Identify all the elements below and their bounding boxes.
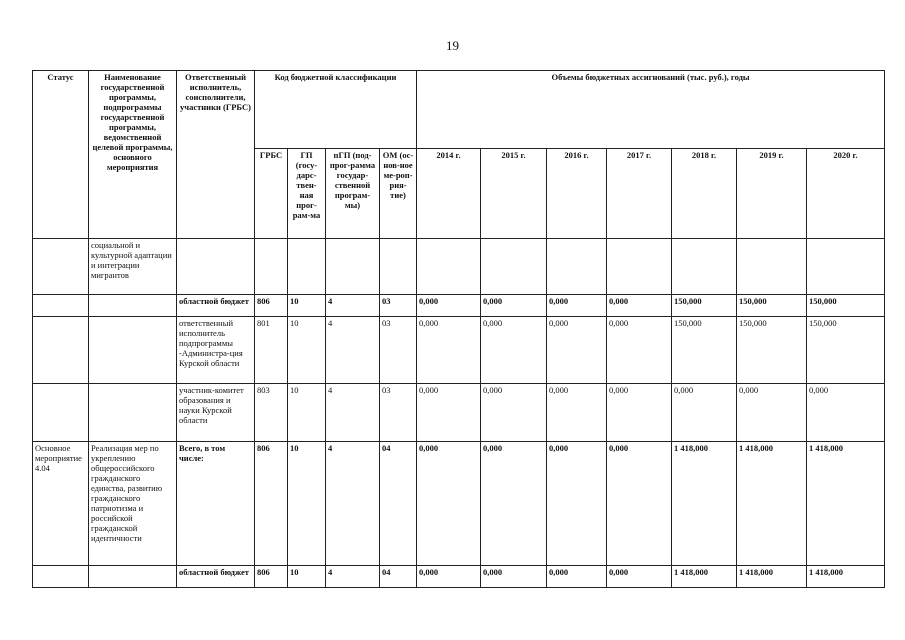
cell-value: 0,000 xyxy=(672,384,737,442)
cell-value: 150,000 xyxy=(672,295,737,317)
cell-name xyxy=(89,317,177,384)
header-year: 2014 г. xyxy=(417,149,481,239)
page-number: 19 xyxy=(446,38,459,53)
cell-gp xyxy=(288,239,326,295)
header-budget-code: Код бюджетной классификации xyxy=(255,71,417,149)
header-gp: ГП (госу-дарс-твен-ная прог-рам-ма xyxy=(288,149,326,239)
cell-om: 03 xyxy=(380,384,417,442)
cell-value: 1 418,000 xyxy=(737,442,807,566)
cell-value xyxy=(607,239,672,295)
cell-value: 1 418,000 xyxy=(807,566,885,588)
header-grbs: ГРБС xyxy=(255,149,288,239)
header-year: 2015 г. xyxy=(481,149,547,239)
cell-pgp: 4 xyxy=(326,317,380,384)
cell-value: 0,000 xyxy=(417,295,481,317)
cell-value xyxy=(672,239,737,295)
cell-value xyxy=(417,239,481,295)
cell-grbs: 806 xyxy=(255,295,288,317)
cell-name xyxy=(89,384,177,442)
cell-responsible: областной бюджет xyxy=(177,295,255,317)
budget-table xyxy=(32,70,885,588)
cell-status xyxy=(33,384,89,442)
cell-value: 1 418,000 xyxy=(672,442,737,566)
header-name: Наименование государственной программы, подпрограммы государственной программы, ведомственной целевой программы, основного мероприятия xyxy=(89,71,177,239)
cell-responsible: ответственный исполнитель подпрограммы -Администра-ция Курской области xyxy=(177,317,255,384)
cell-value: 0,000 xyxy=(547,317,607,384)
cell-value: 0,000 xyxy=(607,384,672,442)
cell-status xyxy=(33,239,89,295)
table-row xyxy=(33,384,885,442)
cell-value: 0,000 xyxy=(417,317,481,384)
cell-pgp xyxy=(326,239,380,295)
cell-value: 0,000 xyxy=(607,295,672,317)
header-volumes: Объемы бюджетных ассигнований (тыс. руб.), годы xyxy=(417,71,885,149)
table-row xyxy=(33,442,885,566)
cell-status xyxy=(33,317,89,384)
cell-value: 0,000 xyxy=(481,384,547,442)
cell-value: 0,000 xyxy=(481,295,547,317)
cell-value: 0,000 xyxy=(547,295,607,317)
cell-status: Основное мероприятие 4.04 xyxy=(33,442,89,566)
cell-responsible xyxy=(177,239,255,295)
cell-value: 0,000 xyxy=(481,566,547,588)
cell-value: 0,000 xyxy=(417,384,481,442)
cell-value: 1 418,000 xyxy=(737,566,807,588)
cell-responsible: Всего, в том числе: xyxy=(177,442,255,566)
cell-pgp: 4 xyxy=(326,566,380,588)
cell-value: 0,000 xyxy=(547,566,607,588)
header-year: 2019 г. xyxy=(737,149,807,239)
cell-value: 0,000 xyxy=(481,317,547,384)
cell-value xyxy=(737,239,807,295)
cell-gp: 10 xyxy=(288,442,326,566)
cell-om: 04 xyxy=(380,566,417,588)
cell-value: 0,000 xyxy=(607,442,672,566)
cell-gp: 10 xyxy=(288,566,326,588)
cell-value: 0,000 xyxy=(607,566,672,588)
cell-value: 150,000 xyxy=(807,295,885,317)
cell-responsible: областной бюджет xyxy=(177,566,255,588)
cell-pgp: 4 xyxy=(326,384,380,442)
cell-value: 150,000 xyxy=(672,317,737,384)
cell-value: 0,000 xyxy=(807,384,885,442)
cell-value: 0,000 xyxy=(607,317,672,384)
cell-name xyxy=(89,566,177,588)
cell-grbs: 801 xyxy=(255,317,288,384)
cell-value xyxy=(807,239,885,295)
cell-name: социальной и культурной адаптации и интеграции мигрантов xyxy=(89,239,177,295)
cell-gp: 10 xyxy=(288,384,326,442)
header-pgp: пГП (под-прог-рамма государ-ственной програм-мы) xyxy=(326,149,380,239)
cell-value: 150,000 xyxy=(737,317,807,384)
cell-grbs: 806 xyxy=(255,566,288,588)
cell-grbs: 806 xyxy=(255,442,288,566)
cell-grbs: 803 xyxy=(255,384,288,442)
cell-gp: 10 xyxy=(288,295,326,317)
header-year: 2018 г. xyxy=(672,149,737,239)
cell-value: 0,000 xyxy=(737,384,807,442)
cell-value: 150,000 xyxy=(807,317,885,384)
table-row xyxy=(33,317,885,384)
cell-value: 1 418,000 xyxy=(807,442,885,566)
cell-value: 1 418,000 xyxy=(672,566,737,588)
cell-om: 03 xyxy=(380,317,417,384)
cell-pgp: 4 xyxy=(326,442,380,566)
header-status: Статус xyxy=(33,71,89,239)
cell-value xyxy=(481,239,547,295)
cell-value xyxy=(547,239,607,295)
table-row xyxy=(33,295,885,317)
cell-value: 0,000 xyxy=(481,442,547,566)
cell-name: Реализация мер по укреплению общероссийского гражданского единства, развитию гражданского патриотизма и российской гражданской идентичности xyxy=(89,442,177,566)
cell-responsible: участник-комитет образования и науки Курской области xyxy=(177,384,255,442)
cell-om xyxy=(380,239,417,295)
header-year: 2016 г. xyxy=(547,149,607,239)
cell-status xyxy=(33,295,89,317)
header-om: ОМ (ос-нов-ное ме-роп-рия-тие) xyxy=(380,149,417,239)
cell-gp: 10 xyxy=(288,317,326,384)
header-row xyxy=(33,71,885,149)
cell-value: 0,000 xyxy=(547,384,607,442)
cell-value: 0,000 xyxy=(547,442,607,566)
cell-om: 03 xyxy=(380,295,417,317)
cell-status xyxy=(33,566,89,588)
cell-name xyxy=(89,295,177,317)
cell-om: 04 xyxy=(380,442,417,566)
cell-value: 150,000 xyxy=(737,295,807,317)
cell-value: 0,000 xyxy=(417,442,481,566)
table-row xyxy=(33,239,885,295)
cell-grbs xyxy=(255,239,288,295)
header-year: 2017 г. xyxy=(607,149,672,239)
cell-value: 0,000 xyxy=(417,566,481,588)
cell-pgp: 4 xyxy=(326,295,380,317)
header-year: 2020 г. xyxy=(807,149,885,239)
table-row xyxy=(33,566,885,588)
header-responsible: Ответственный исполнитель, соисполнители, участники (ГРБС) xyxy=(177,71,255,239)
